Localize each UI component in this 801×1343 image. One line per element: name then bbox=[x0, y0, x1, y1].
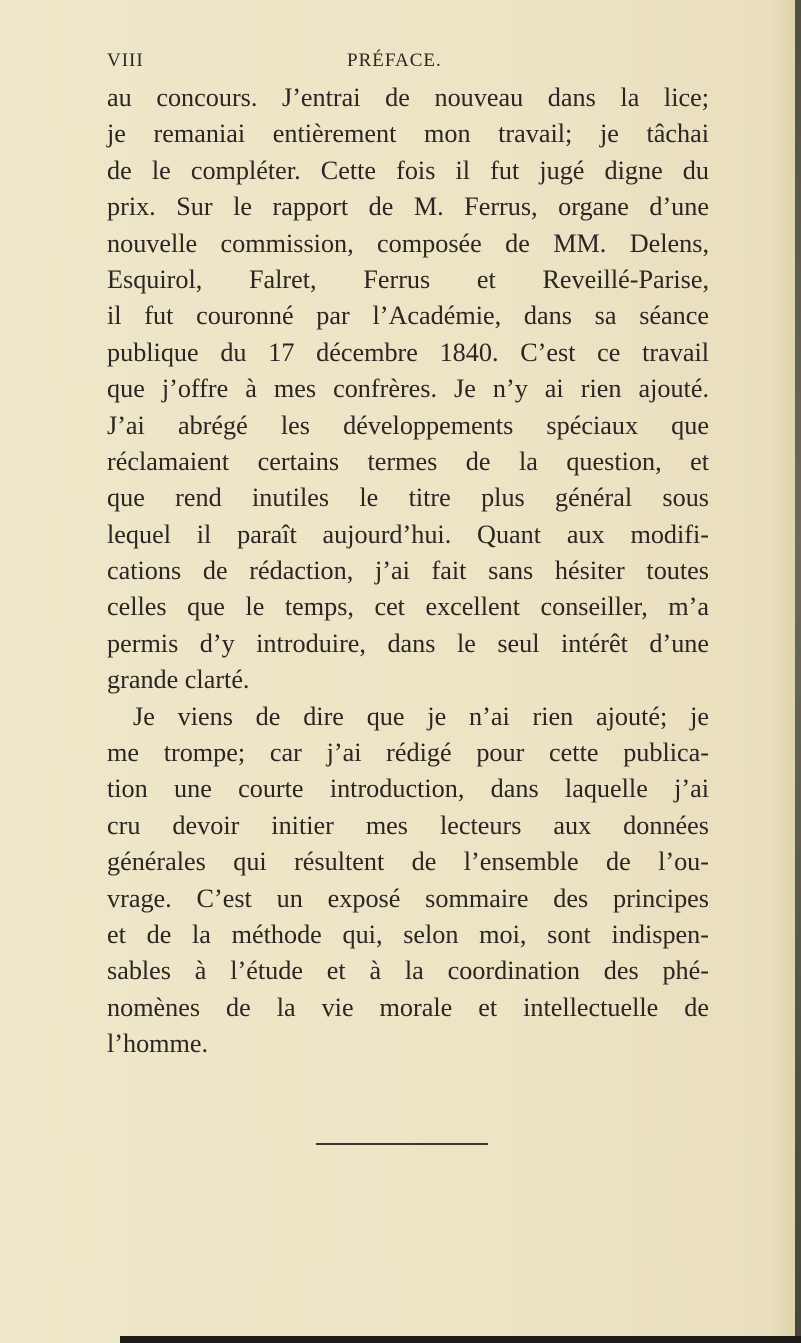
page-edge-shadow bbox=[795, 0, 801, 1343]
text-line: générales qui résultent de l’ensemble de l’ou- bbox=[107, 847, 709, 877]
text-line: grande clarté. bbox=[107, 665, 250, 695]
text-line: l’homme. bbox=[107, 1029, 209, 1059]
text-line: permis d’y introduire, dans le seul intérêt d’une bbox=[107, 628, 709, 658]
text-line: tion une courte introduction, dans laquelle j’ai bbox=[107, 774, 709, 804]
text-line: de le compléter. Cette fois il fut jugé digne du bbox=[107, 155, 709, 185]
page-header bbox=[107, 50, 707, 80]
text-line: me trompe; car j’ai rédigé pour cette publica- bbox=[107, 738, 709, 768]
text-line: Je viens de dire que je n’ai rien ajouté; je bbox=[133, 701, 709, 731]
text-line: celles que le temps, cet excellent conseiller, m’a bbox=[107, 592, 709, 622]
text-line: que j’offre à mes confrères. Je n’y ai rien ajouté. bbox=[107, 374, 709, 404]
body-text bbox=[107, 80, 709, 1063]
text-line: que rend inutiles le titre plus général sous bbox=[107, 483, 709, 513]
page-bottom-edge bbox=[120, 1336, 801, 1343]
text-line: J’ai abrégé les développements spéciaux que bbox=[107, 410, 709, 440]
text-line: lequel il paraît aujourd’hui. Quant aux modifi- bbox=[107, 519, 709, 549]
text-line: je remaniai entièrement mon travail; je tâchai bbox=[107, 119, 709, 149]
text-line: Esquirol, Falret, Ferrus et Reveillé-Parise, bbox=[107, 264, 709, 294]
text-line: cru devoir initier mes lecteurs aux données bbox=[107, 810, 709, 840]
text-line: publique du 17 décembre 1840. C’est ce travail bbox=[107, 337, 709, 367]
text-line: et de la méthode qui, selon moi, sont indispen- bbox=[107, 919, 709, 949]
page-number: VIII bbox=[107, 50, 144, 71]
text-line: cations de rédaction, j’ai fait sans hésiter toutes bbox=[107, 556, 709, 586]
text-line: au concours. J’entrai de nouveau dans la lice; bbox=[107, 83, 709, 112]
text-line: réclamaient certains termes de la question, et bbox=[107, 446, 709, 476]
section-end-rule bbox=[316, 1143, 488, 1145]
text-line: prix. Sur le rapport de M. Ferrus, organe d’une bbox=[107, 192, 709, 222]
text-line: vrage. C’est un exposé sommaire des principes bbox=[107, 883, 709, 913]
text-line: il fut couronné par l’Académie, dans sa séance bbox=[107, 301, 709, 331]
text-line: nouvelle commission, composée de MM. Delens, bbox=[107, 228, 709, 258]
text-line: nomènes de la vie morale et intellectuelle de bbox=[107, 992, 709, 1022]
running-title: PRÉFACE. bbox=[347, 50, 442, 71]
text-line: sables à l’étude et à la coordination des phé- bbox=[107, 956, 709, 986]
